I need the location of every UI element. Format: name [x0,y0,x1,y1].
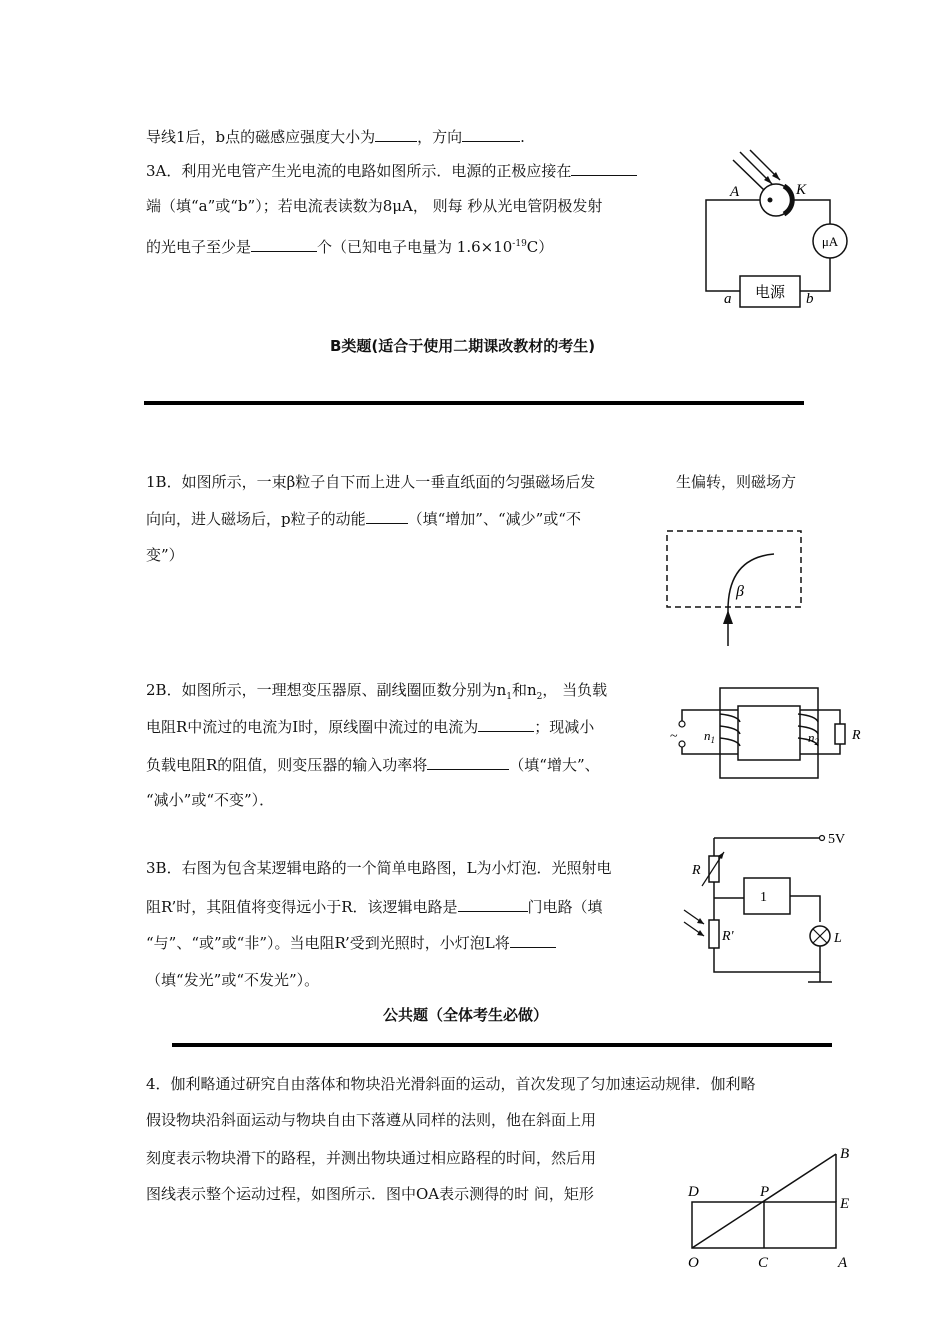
field-region [667,531,801,607]
prev-question-line: 导线1后，b点的磁感应强度大小为 ，方向 . [146,128,525,146]
q4-line-2: 假设物块沿斜面运动与物块自由下落遵从同样的法则，他在斜面上用 [146,1111,597,1129]
phototube-circuit-figure [700,148,860,318]
q3a-line-2: 端（填“a”或“b”）；若电流表读数为8μA， 则每 秒从光电管阴极发射 [146,197,603,215]
q4-line-4: 图线表示整个运动过程，如图所示．图中OA表示测得的时 间，矩形 [146,1185,594,1203]
svg-text:~: ~ [670,729,678,744]
q3b-line-2: 阻R’时，其阻值将变得远小于R．该逻辑电路是 门电路（填 [146,898,603,916]
q1b-line-1-right: 生偏转，则磁场方 [676,473,797,491]
section-common-title: 公共题（全体考生必做） [383,1006,549,1024]
q4-line-3: 刻度表示物块滑下的路程，并测出物块通过相应路程的时间，然后用 [146,1149,597,1167]
load-resistor-icon [835,724,845,744]
q3b-line-4: （填“发光”或“不发光”）。 [146,971,320,989]
q3a-line-3: 的光电子至少是 个（已知电子电量为 $1.6\times 10^{-19}C$） [146,238,554,256]
photoresistor-icon [709,920,719,948]
answer-blank[interactable] [571,160,637,176]
svg-text:n2: $n_2$ [808,730,819,747]
magnetic-field-figure [664,528,806,650]
section-divider [144,401,804,405]
answer-blank[interactable] [427,754,509,770]
svg-text:n1: $n_1$ [704,728,715,745]
answer-blank[interactable] [462,126,520,142]
arrow-up-icon [723,610,733,624]
primary-coil-icon [720,714,740,746]
svg-text:5V: 5V [828,832,846,847]
q2b-line-2: 电阻R中流过的电流为I时，原线圈中流过的电流为 ；现减小 [146,718,595,736]
answer-blank[interactable] [510,932,556,948]
q3b-line-1: 3B．右图为包含某逻辑电路的一个简单电路图，L为小灯泡．光照射电 [146,859,612,877]
q2b-line-3: 负载电阻R的阻值，则变压器的输入功率将 （填“增大”、 [146,756,600,774]
answer-blank[interactable] [366,508,408,524]
q3a-line-1: 3A．利用光电管产生光电流的电路如图所示．电源的正极应接在 [146,160,637,182]
svg-text:A: A [838,1255,848,1271]
svg-text:R: R [692,863,701,878]
svg-text:P: P [760,1184,770,1200]
q1b-line-2: 向向，进人磁场后，p粒子的动能 （填“增加”、“减少”或“不 [146,510,581,528]
q3b-line-3: “与”、“或”或“非”）。当电阻R’受到光照时，小灯泡L将 [146,932,556,954]
q4-line-1: 4．伽利略通过研究自由落体和物块沿光滑斜面的运动，首次发现了匀加速运动规律．伽利略 [146,1075,756,1093]
answer-blank[interactable] [375,126,417,142]
galileo-graph-figure [684,1140,854,1272]
logic-circuit-figure [680,828,850,998]
svg-text:电源: 电源 [754,285,786,301]
q1b-line-1: 1B．如图所示，一束β粒子自下而上进人一垂直纸面的匀强磁场后发 [146,473,596,491]
answer-blank[interactable] [478,716,534,732]
svg-text:A: A [730,184,740,200]
section-b-title: B类题(适合于使用二期课改教材的考生) [330,337,596,355]
resistor-r-icon [709,856,719,882]
not-gate-icon [744,878,790,914]
q2b-line-1: 2B．如图所示，一理想变压器原、副线圈匝数分别为$n_1$和$n_2$， 当负载 [146,681,608,702]
svg-text:D: D [688,1184,699,1200]
transformer-figure [668,684,868,784]
svg-text:1: 1 [760,890,767,905]
svg-text:R: R [852,728,861,743]
transformer-core [720,688,818,778]
beta-trajectory [728,554,774,646]
svg-text:b: b [806,291,814,307]
q2b-line-4: “减小”或“不变”）． [146,791,275,809]
svg-text:β: β [736,583,744,600]
svg-text:O: O [688,1255,699,1271]
svg-text:a: a [724,291,732,307]
svg-text:K: K [796,182,807,198]
answer-blank[interactable] [458,896,528,912]
svg-text:R': R' [722,929,734,944]
svg-text:B: B [840,1146,850,1162]
svg-text:μA: μA [821,234,839,249]
section-divider [172,1043,832,1047]
svg-text:L: L [834,931,842,946]
svg-text:C: C [758,1255,769,1271]
q1b-line-3: 变”） [146,546,184,564]
svg-text:E: E [840,1196,850,1212]
answer-blank[interactable] [251,236,317,252]
